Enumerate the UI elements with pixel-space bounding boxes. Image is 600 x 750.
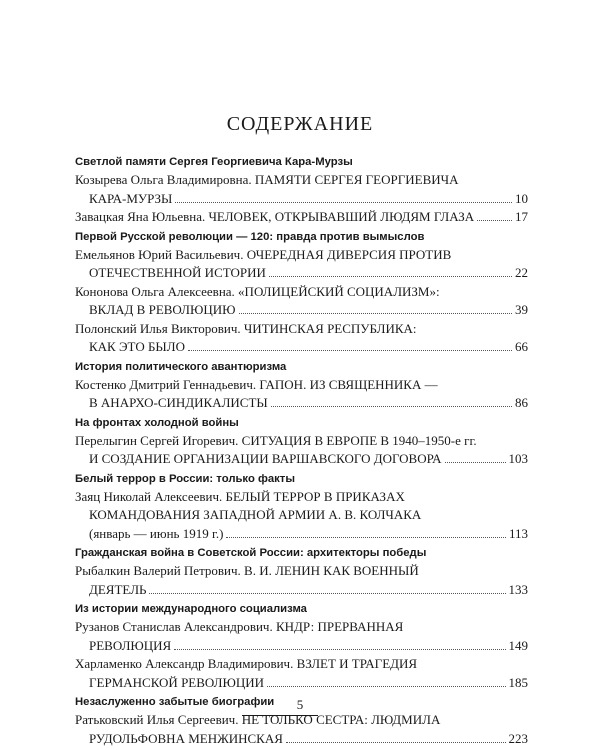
entry-page-number: 39 xyxy=(515,302,528,317)
section-heading: Белый террор в России: только факты xyxy=(75,472,295,485)
entry-last-line xyxy=(75,208,528,227)
page-number: 5 xyxy=(296,697,304,712)
toc-entry[interactable] xyxy=(75,711,528,748)
toc-entry[interactable] xyxy=(75,376,528,413)
toc-entry[interactable] xyxy=(75,618,528,655)
toc-entry[interactable] xyxy=(75,246,528,283)
dot-leader xyxy=(239,313,513,314)
entry-author-title: Рыбалкин Валерий Петрович. В. И. ЛЕНИН КАК ВОЕННЫЙ xyxy=(75,563,419,578)
page-title: СОДЕРЖАНИЕ xyxy=(226,113,374,135)
entry-title-end: (январь — июнь 1919 г.) xyxy=(89,525,224,541)
entry-title-end: ДЕЯТЕЛЬ xyxy=(89,581,147,597)
entry-title-end: ГЕРМАНСКОЙ РЕВОЛЮЦИИ xyxy=(89,674,264,690)
entry-title-end: ВКЛАД В РЕВОЛЮЦИЮ xyxy=(89,302,236,317)
section-heading: Из истории международного социализма xyxy=(75,603,307,615)
toc-section xyxy=(75,154,528,227)
entry-author-title: Емельянов Юрий Васильевич. ОЧЕРЕДНАЯ ДИВЕРСИЯ ПРОТИВ xyxy=(75,246,452,262)
toc-entry[interactable] xyxy=(75,562,528,599)
dot-leader xyxy=(269,276,512,277)
dot-leader xyxy=(477,220,512,221)
entry-last-line xyxy=(75,581,528,600)
entry-title-end: И СОЗДАНИЕ ОРГАНИЗАЦИИ ВАРШАВСКОГО ДОГОВОРА xyxy=(89,451,442,466)
entry-author-title: Перелыгин Сергей Игоревич. СИТУАЦИЯ В ЕВРОПЕ В 1940–1950-е гг. xyxy=(75,432,477,448)
entry-page-number: 149 xyxy=(508,637,528,653)
entry-page-number: 133 xyxy=(508,581,528,597)
toc-entry[interactable] xyxy=(75,171,528,208)
entry-last-line xyxy=(75,190,528,209)
entry-author-title: Заяц Николай Алексеевич. БЕЛЫЙ ТЕРРОР В ПРИКАЗАХ xyxy=(75,488,405,504)
entry-author-title: Полонский Илья Викторович. ЧИТИНСКАЯ РЕСПУБЛИКА: xyxy=(75,320,417,336)
toc-section xyxy=(75,601,528,692)
entry-author-title: Ратьковский Илья Сергеевич. НЕ ТОЛЬКО СЕСТРА: ЛЮДМИЛА xyxy=(75,712,441,727)
entry-last-line xyxy=(75,338,528,357)
toc-entry[interactable] xyxy=(75,283,528,320)
section-heading: Светлой памяти Сергея Георгиевича Кара-Мурзы xyxy=(75,156,353,168)
entry-page-number: 86 xyxy=(515,395,528,410)
footer-rule xyxy=(242,715,318,716)
dot-leader xyxy=(445,462,506,463)
entry-title-continuation: КОМАНДОВАНИЯ ЗАПАДНОЙ АРМИИ А. В. КОЛЧАКА xyxy=(89,507,422,522)
dot-leader xyxy=(286,742,506,743)
entry-page-number: 66 xyxy=(515,339,528,354)
entry-author-title: Кононова Ольга Алексеевна. «ПОЛИЦЕЙСКИЙ СОЦИАЛИЗМ»: xyxy=(75,283,440,299)
section-heading: Незаслуженно забытые биографии xyxy=(75,696,275,708)
entry-title-end: КАК ЭТО БЫЛО xyxy=(89,339,185,354)
toc-section xyxy=(75,415,528,469)
entry-author-title: Завацкая Яна Юльевна. ЧЕЛОВЕК, ОТКРЫВАВШИЙ ЛЮДЯМ ГЛАЗА xyxy=(75,209,475,224)
entry-last-line xyxy=(75,394,528,413)
section-heading: На фронтах холодной войны xyxy=(75,416,239,429)
entry-last-line xyxy=(75,637,528,656)
section-heading: История политического авантюризма xyxy=(75,360,287,373)
entry-page-number: 185 xyxy=(508,674,528,690)
section-heading: Первой Русской революции — 120: правда против вымыслов xyxy=(75,230,425,243)
entry-page-number: 10 xyxy=(515,190,528,206)
entry-author-title: Харламенко Александр Владимирович. ВЗЛЕТ И ТРАГЕДИЯ xyxy=(75,656,418,671)
dot-leader xyxy=(226,537,506,538)
entry-last-line xyxy=(75,450,528,469)
toc-entry[interactable] xyxy=(75,488,528,544)
entry-last-line xyxy=(75,264,528,283)
entry-page-number: 17 xyxy=(515,209,528,224)
toc-entry[interactable] xyxy=(75,655,528,692)
entry-title-end: КАРА-МУРЗЫ xyxy=(89,190,173,206)
entry-title-end: ОТЕЧЕСТВЕННОЙ ИСТОРИИ xyxy=(89,265,266,280)
section-heading: Гражданская война в Советской России: архитекторы победы xyxy=(75,547,427,559)
toc-section xyxy=(75,471,528,544)
entry-author-title: Козырева Ольга Владимировна. ПАМЯТИ СЕРГЕЯ ГЕОРГИЕВИЧА xyxy=(75,172,459,187)
entry-page-number: 103 xyxy=(508,451,528,466)
entry-last-line xyxy=(75,730,528,749)
toc-section xyxy=(75,545,528,599)
entry-last-line xyxy=(75,674,528,693)
entry-page-number: 113 xyxy=(508,525,528,541)
toc-entry[interactable] xyxy=(75,432,528,469)
toc-section xyxy=(75,229,528,357)
dot-leader xyxy=(271,406,512,407)
dot-leader xyxy=(174,649,505,650)
toc-entry[interactable] xyxy=(75,208,528,227)
toc-section xyxy=(75,359,528,413)
entry-last-line xyxy=(75,301,528,320)
dot-leader xyxy=(149,593,505,594)
dot-leader xyxy=(175,202,512,203)
entry-title-end: РЕВОЛЮЦИЯ xyxy=(89,637,172,653)
dot-leader xyxy=(188,350,512,351)
entry-last-line xyxy=(75,525,528,544)
entry-page-number: 223 xyxy=(508,730,528,746)
entry-title-end: РУДОЛЬФОВНА МЕНЖИНСКАЯ xyxy=(89,730,283,746)
dot-leader xyxy=(267,686,506,687)
table-of-contents xyxy=(75,154,528,750)
entry-title-end: В АНАРХО-СИНДИКАЛИСТЫ xyxy=(89,395,268,410)
entry-page-number: 22 xyxy=(515,265,528,280)
entry-author-title: Рузанов Станислав Александрович. КНДР: ПРЕРВАННАЯ xyxy=(75,619,404,634)
entry-author-title: Костенко Дмитрий Геннадьевич. ГАПОН. ИЗ СВЯЩЕННИКА — xyxy=(75,376,438,392)
toc-entry[interactable] xyxy=(75,320,528,357)
